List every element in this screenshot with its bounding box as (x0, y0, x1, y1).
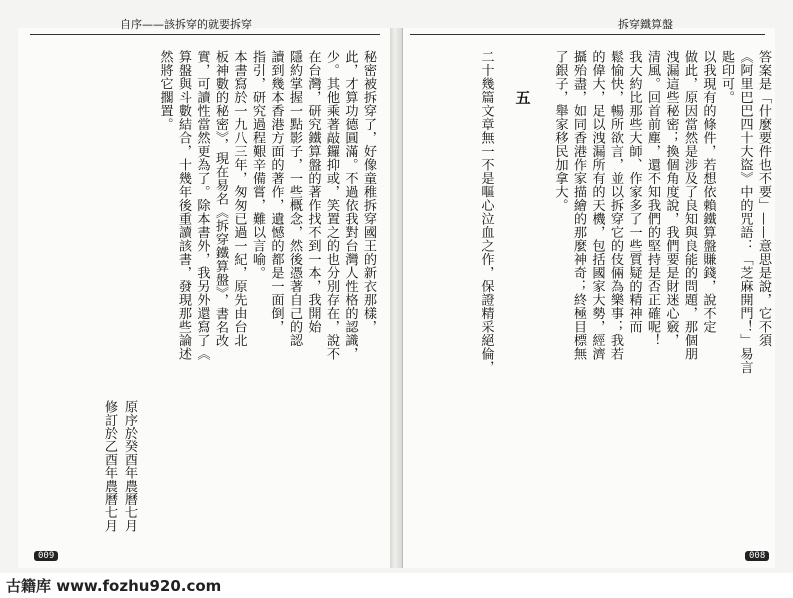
text-column: 答案是「什麼要件也不要」——意思是說，它不須 (756, 50, 771, 347)
right-page-number: 008 (745, 551, 769, 561)
text-column: 本書寫於一九八三年，匆匆已過一紀，原先由台北 (231, 50, 247, 347)
text-column: 板神數的秘密》，現在易名《拆穿鐵算盤》，書名改 (213, 50, 228, 348)
text-column: 攝殆盡，如同香港作家描繪的那麼神奇；終極目標無 (571, 50, 586, 361)
text-column: 隱約掌握一點影子，一些概念，然後憑著自己的認 (287, 50, 302, 347)
right-page-text (460, 50, 772, 530)
text-column: 做此，原因當然是涉及了良知與良能的問題，那個朋 (682, 50, 697, 361)
text-column: 鬆愉快，暢所欲言，並以拆穿它的伎倆為樂事；我若 (608, 50, 623, 361)
text-column: 匙印可。 (719, 50, 734, 104)
text-column: 秘密被拆穿了，好像童稚拆穿國王的新衣那樣， (361, 50, 376, 334)
text-column: 然將它擱置。 (157, 50, 173, 131)
text-column: 少。其他乘著敲鑼抑或，笑置之的也分別存在，說不 (324, 50, 339, 361)
text-column: 此，才算功德圓滿。不過依我對台灣人性格的認識， (342, 50, 358, 361)
right-header-rule (410, 34, 765, 35)
text-column: 了銀子，舉家移民加拿大。 (552, 50, 568, 212)
left-page-header: 自序——該拆穿的就要拆穿 (120, 18, 252, 31)
left-page-number: 009 (34, 551, 58, 561)
left-header-rule (30, 34, 380, 35)
text-column: 實，可讀性當然更為了。除本書外，我另外還寫了《 (194, 50, 210, 361)
text-column: 指引，研究過程艱辛備嘗，難以言喻。 (250, 50, 265, 280)
book-gutter (390, 28, 402, 568)
watermark-bar (0, 573, 793, 598)
text-column: 《阿里巴巴四十大盜》中的咒語：「芝麻開門！」易言 (737, 50, 753, 374)
right-page-header: 拆穿鐵算盤 (618, 18, 673, 31)
text-column: 在台灣，研究鐵算盤的著作找不到一本，我開始 (305, 50, 321, 334)
signature-original-date: 原序於癸酉年農曆七月 (122, 400, 137, 532)
text-column: 以我現有的條件，若想依賴鐵算盤賺錢，說不定 (700, 50, 716, 334)
section-heading: 五 (513, 90, 532, 106)
text-column: 的偉大，足以洩漏所有的天機，包括國家大勢，經濟 (589, 50, 605, 361)
text-column: 洩漏這些秘密；換個角度說，我們要是財迷心竅， (663, 50, 679, 347)
text-column: 算盤與斗數結合，十幾年後重讀該書，發現那些論述 (176, 50, 191, 361)
text-column: 二十幾篇文章無一不是嘔心泣血之作，保證精采絕倫， (478, 50, 494, 374)
text-column (532, 50, 551, 530)
text-column: 我大約比那些大師、作家多了一些質疑的精神而 (626, 50, 642, 334)
text-column: 清風。回首前塵，還不知我們的堅持是否正確呢！ (645, 50, 660, 347)
signature-revised-date: 修訂於乙酉年農曆七月 (102, 400, 117, 532)
text-column: 讀到幾本香港方面的著作，遺憾的都是一面倒， (268, 50, 284, 334)
text-column (495, 50, 514, 530)
site-watermark: 古籍库 www.fozhu920.com (6, 577, 222, 595)
